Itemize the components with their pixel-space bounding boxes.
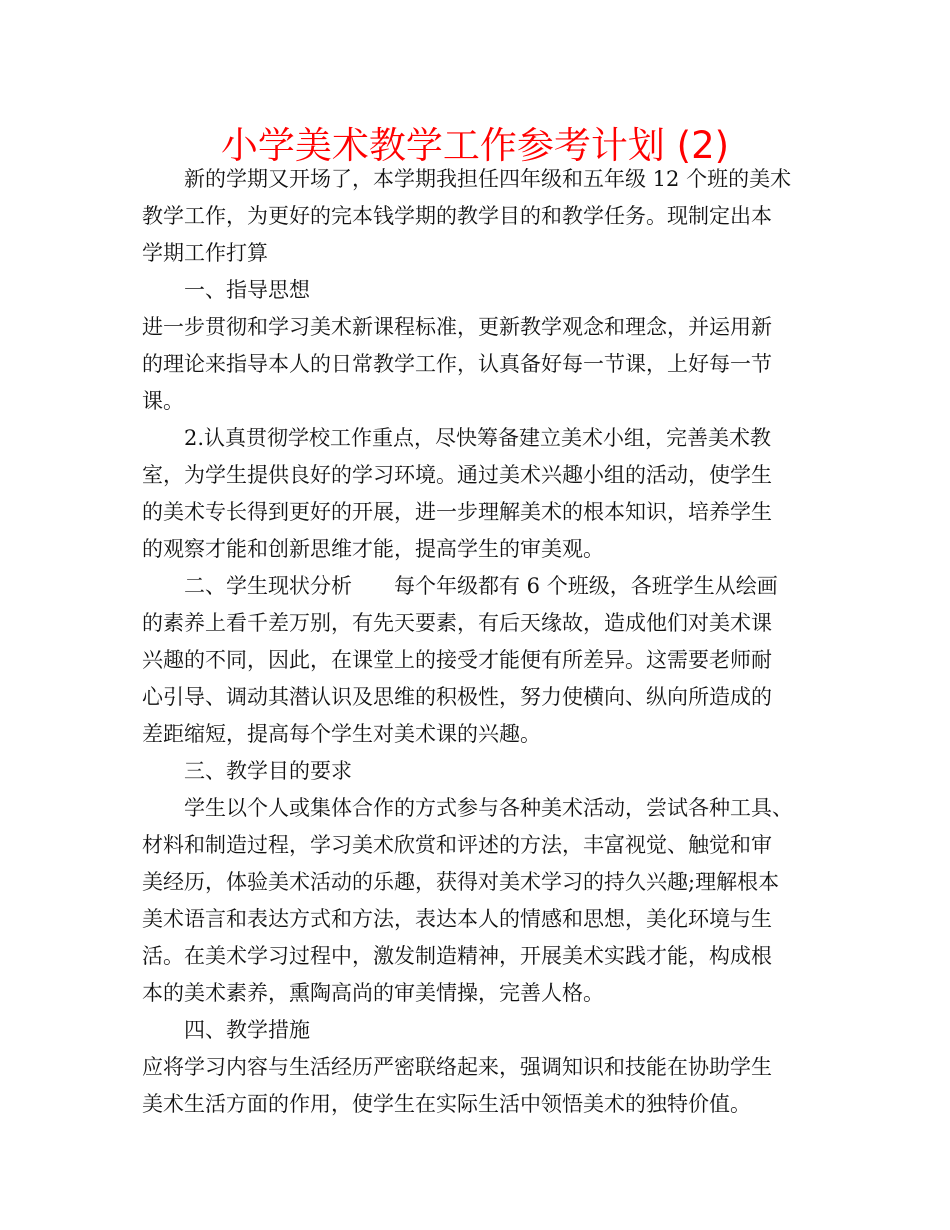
text-line: 应将学习内容与生活经历严密联络起来，强调知识和技能在协助学生 [142,1055,772,1079]
text-line: 的美术专长得到更好的开展，进一步理解美术的根本知识，培养学生 [142,500,772,524]
section-heading: 一、指导思想 [184,278,310,302]
text-line: 的观察才能和创新思维才能，提高学生的审美观。 [142,537,604,561]
text-line: 课。 [142,389,184,413]
text-line: 进一步贯彻和学习美术新课程标准，更新教学观念和理念，并运用新 [142,315,772,339]
text-line: 2.认真贯彻学校工作重点，尽快筹备建立美术小组，完善美术教 [184,426,772,450]
text-line: 活。在美术学习过程中，激发制造精神，开展美术实践才能，构成根 [142,944,772,968]
text-line: 差距缩短，提高每个学生对美术课的兴趣。 [142,722,541,746]
text-line: 心引导、调动其潜认识及思维的积极性，努力使横向、纵向所造成的 [142,685,772,709]
text-line: 美经历，体验美术活动的乐趣，获得对美术学习的持久兴趣;理解根本 [142,870,780,894]
text-line: 兴趣的不同，因此，在课堂上的接受才能便有所差异。这需要老师耐 [142,648,772,672]
section-heading: 二、学生现状分析 每个年级都有 6 个班级，各班学生从绘画 [184,574,778,598]
text-line: 材料和制造过程，学习美术欣赏和评述的方法，丰富视觉、触觉和审 [142,833,772,857]
document-title: 小学美术教学工作参考计划 (2) [220,124,730,167]
text-line: 本的美术素养，熏陶高尚的审美情操，完善人格。 [142,981,604,1005]
text-line: 学生以个人或集体合作的方式参与各种美术活动，尝试各种工具、 [184,796,793,820]
text-line: 美术生活方面的作用，使学生在实际生活中领悟美术的独特价值。 [142,1092,751,1116]
text-line: 的素养上看千差万别，有先天要素，有后天缘故，造成他们对美术课 [142,611,772,635]
text-line: 学期工作打算 [142,241,268,265]
section-heading: 四、教学措施 [184,1018,310,1042]
text-line: 室，为学生提供良好的学习环境。通过美术兴趣小组的活动，使学生 [142,463,772,487]
text-line: 新的学期又开场了，本学期我担任四年级和五年级 12 个班的美术 [184,167,792,191]
text-line: 美术语言和表达方式和方法，表达本人的情感和思想，美化环境与生 [142,907,772,931]
text-line: 教学工作，为更好的完本钱学期的教学目的和教学任务。现制定出本 [142,204,772,228]
section-heading: 三、教学目的要求 [184,759,352,783]
text-line: 的理论来指导本人的日常教学工作，认真备好每一节课，上好每一节 [142,352,772,376]
